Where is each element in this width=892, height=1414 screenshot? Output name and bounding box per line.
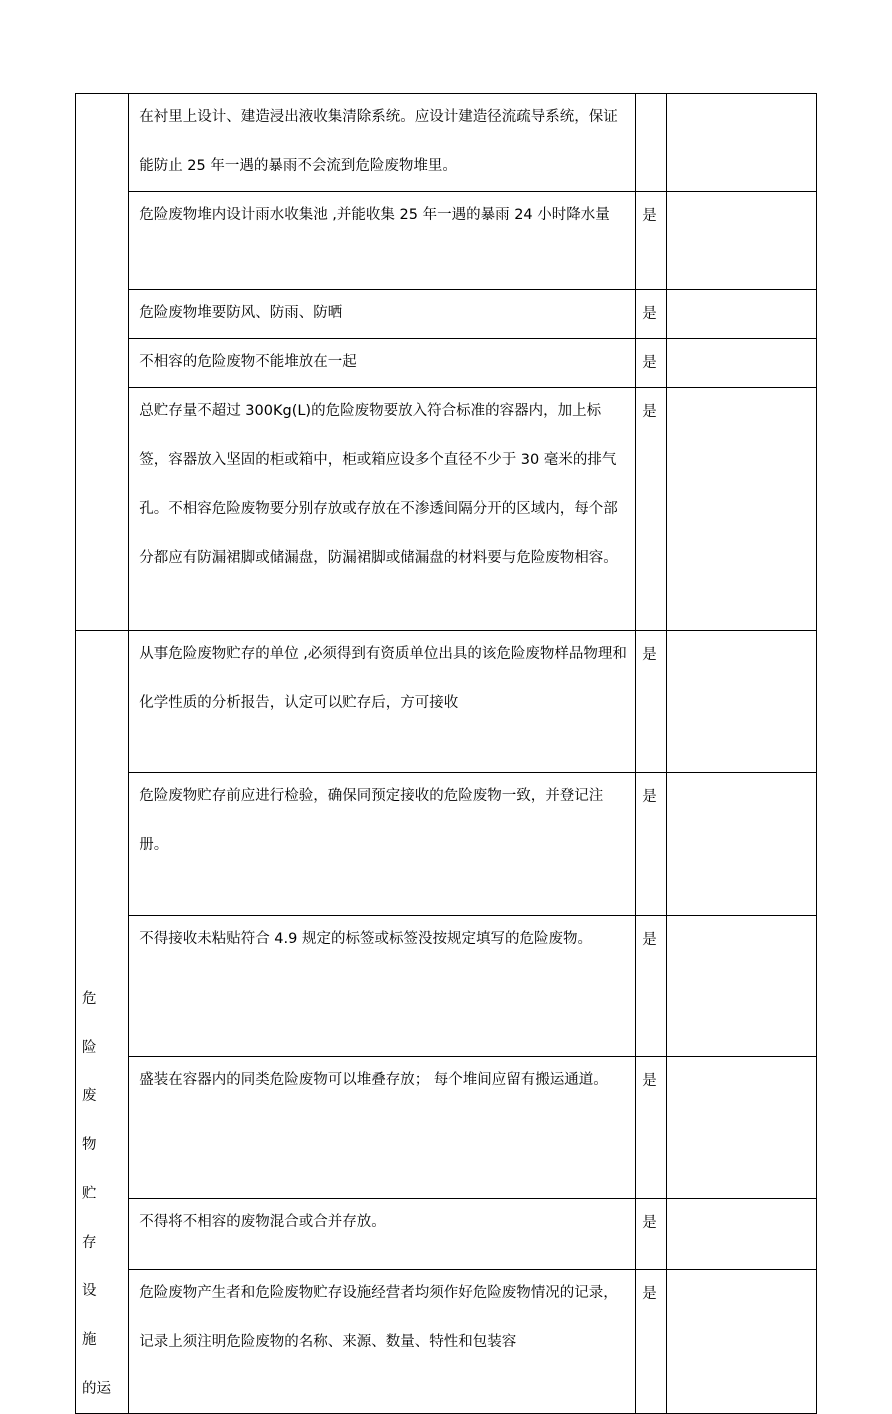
requirement-text: 在衬里上设计、建造浸出液收集清除系统。应设计建造径流疏导系统，保证能防止 25 年一遇的暴雨不会流到危险废物堆里。	[129, 94, 636, 192]
check-cell: 是	[636, 915, 667, 1056]
check-cell: 是	[636, 1056, 667, 1198]
table-row	[76, 94, 817, 192]
remark-cell	[667, 1270, 817, 1414]
requirement-text: 不相容的危险废物不能堆放在一起	[129, 339, 636, 388]
check-cell: 是	[636, 1270, 667, 1414]
requirement-text: 危险废物贮存前应进行检验，确保同预定接收的危险废物一致，并登记注册。	[129, 773, 636, 915]
table-row	[76, 290, 817, 339]
check-cell	[636, 94, 667, 192]
category-char: 的运	[82, 1380, 111, 1397]
remark-cell	[667, 388, 817, 631]
requirement-text: 总贮存量不超过 300Kg(L)的危险废物要放入符合标准的容器内，加上标签，容器放入坚固的柜或箱中，柜或箱应设多个直径不少于 30 毫米的排气孔。不相容危险废物要分别存放或存放在不渗透间隔分开的区域内，每个部分都应有防漏裙脚或储漏盘，防漏裙脚或储漏盘的材料要与危险废物相容。	[129, 388, 636, 631]
category-cell	[76, 631, 129, 1414]
remark-cell	[667, 1056, 817, 1198]
check-cell: 是	[636, 192, 667, 290]
check-cell: 是	[636, 773, 667, 915]
requirement-text: 盛装在容器内的同类危险废物可以堆叠存放； 每个堆间应留有搬运通道。	[129, 1056, 636, 1198]
remark-cell	[667, 631, 817, 773]
check-cell: 是	[636, 388, 667, 631]
check-cell: 是	[636, 290, 667, 339]
remark-cell	[667, 192, 817, 290]
check-cell: 是	[636, 339, 667, 388]
category-char: 贮	[82, 1185, 97, 1202]
category-char: 存	[82, 1234, 97, 1251]
requirement-text: 不得接收未粘贴符合 4.9 规定的标签或标签没按规定填写的危险废物。	[129, 915, 636, 1056]
category-char: 废	[82, 1088, 97, 1105]
category-cell-empty	[76, 94, 129, 631]
requirement-text: 不得将不相容的废物混合或合并存放。	[129, 1199, 636, 1270]
table-row	[76, 192, 817, 290]
category-char: 施	[82, 1331, 97, 1348]
table-row	[76, 631, 817, 773]
table-row	[76, 1056, 817, 1198]
category-char: 险	[82, 1039, 97, 1056]
table-row	[76, 388, 817, 631]
check-cell: 是	[636, 631, 667, 773]
requirement-text: 危险废物产生者和危险废物贮存设施经营者均须作好危险废物情况的记录，记录上须注明危险废物的名称、来源、数量、特性和包装容	[129, 1270, 636, 1414]
category-char: 物	[82, 1137, 97, 1154]
remark-cell	[667, 339, 817, 388]
check-cell: 是	[636, 1199, 667, 1270]
remark-cell	[667, 94, 817, 192]
remark-cell	[667, 773, 817, 915]
remark-cell	[667, 290, 817, 339]
inspection-table	[75, 93, 817, 1414]
table-row	[76, 1199, 817, 1270]
requirement-text: 危险废物堆要防风、防雨、防晒	[129, 290, 636, 339]
remark-cell	[667, 1199, 817, 1270]
remark-cell	[667, 915, 817, 1056]
requirement-text: 危险废物堆内设计雨水收集池 ,并能收集 25 年一遇的暴雨 24 小时降水量	[129, 192, 636, 290]
table-row	[76, 1270, 817, 1414]
table-row	[76, 773, 817, 915]
table-row	[76, 915, 817, 1056]
category-char: 设	[82, 1283, 97, 1300]
requirement-text: 从事危险废物贮存的单位 ,必须得到有资质单位出具的该危险废物样品物理和化学性质的分析报告，认定可以贮存后，方可接收	[129, 631, 636, 773]
table-row	[76, 339, 817, 388]
category-char: 危	[82, 991, 97, 1007]
